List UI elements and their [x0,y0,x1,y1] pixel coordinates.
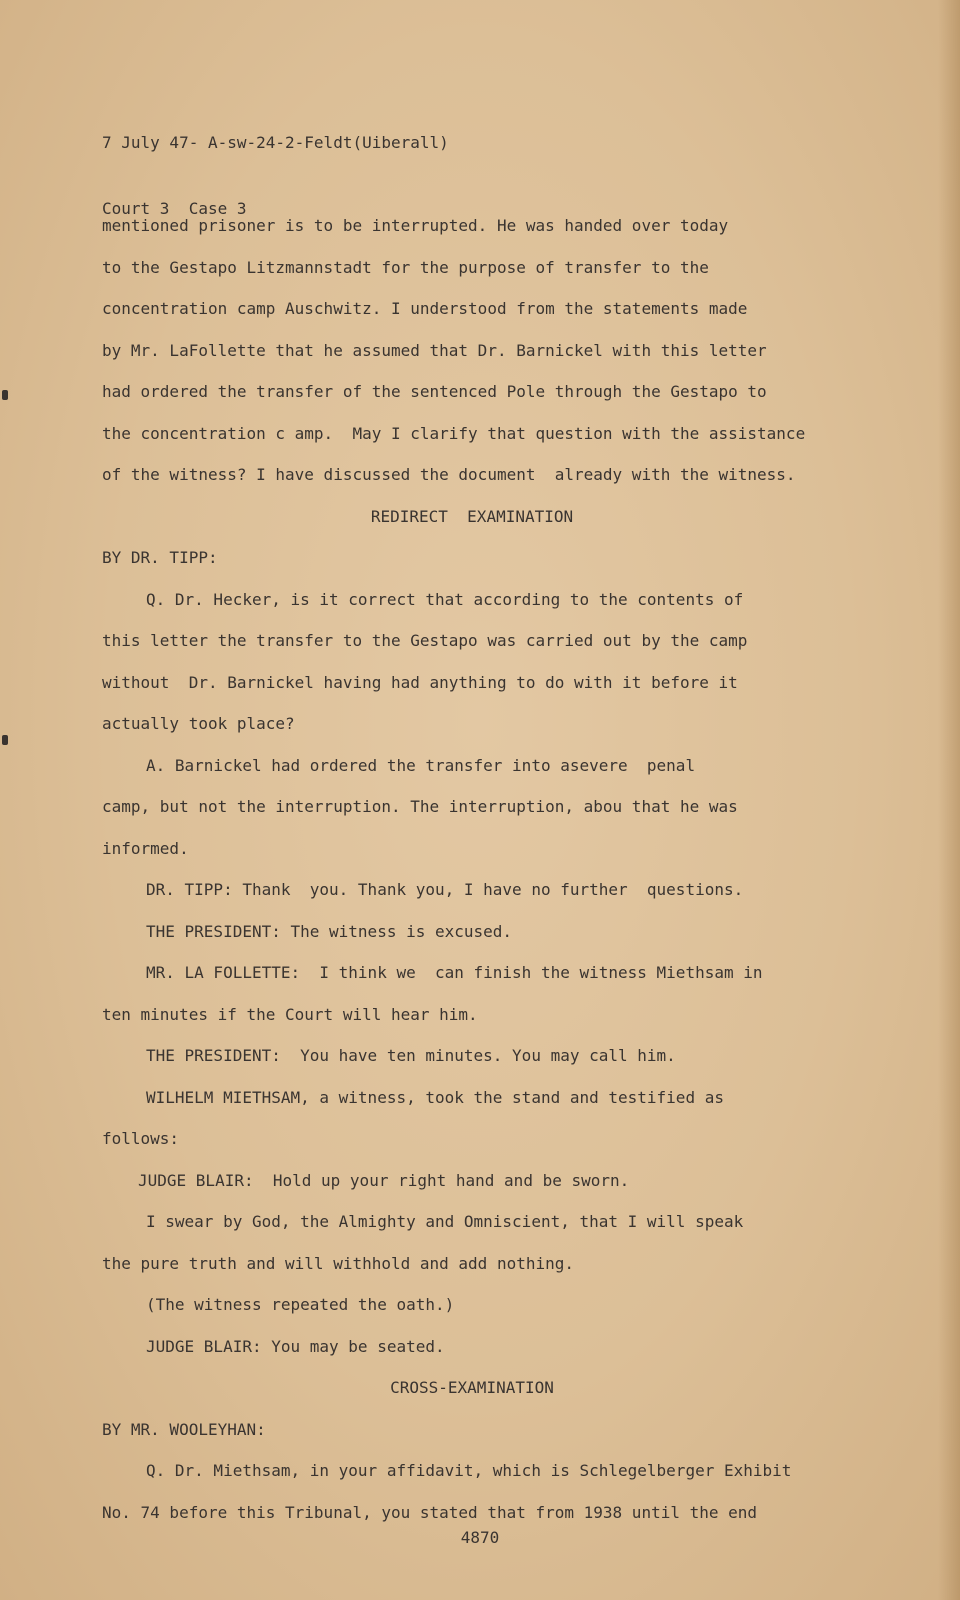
examiner-line: BY DR. TIPP: [102,548,218,567]
text-line: ten minutes if the Court will hear him. [102,1004,478,1024]
text-line: (The witness repeated the oath.) [146,1295,455,1314]
question-line: Q. Dr. Miethsam, in your affidavit, which is Schlegelberger Exhibit [146,1461,792,1480]
text-line: follows: [102,1129,180,1148]
header-court-line: Court 3 Case 3 [102,199,247,218]
text-line: of the witness? I have discussed the document already with the witness. [102,465,796,484]
header-date-line: 7 July 47- A-sw-24-2-Feldt(Uiberall) [102,133,449,152]
speaker-line: JUDGE BLAIR: You may be seated. [146,1336,445,1356]
text-line: camp, but not the interruption. The interruption, abou that he was [102,797,738,816]
question-line: Q. Dr. Hecker, is it correct that according to the contents of [146,589,744,609]
speaker-line: THE PRESIDENT: You have ten minutes. You may call him. [146,1046,676,1065]
oath-line: the pure truth and will withhold and add nothing. [102,1253,575,1273]
speaker-line: THE PRESIDENT: The witness is excused. [146,921,513,941]
answer-line: A. Barnickel had ordered the transfer into asevere penal [146,755,696,775]
text-line: mentioned prisoner is to be interrupted. He was handed over today [102,216,729,235]
text-line: had ordered the transfer of the sentenced Pole through the Gestapo to [102,382,767,401]
oath-line: I swear by God, the Almighty and Omniscient, that I will speak [146,1212,744,1231]
text-line: to the Gestapo Litzmannstadt for the purpose of transfer to the [102,257,709,277]
section-heading-redirect: REDIRECT EXAMINATION [370,506,574,526]
speaker-line: DR. TIPP: Thank you. Thank you, I have no further questions. [146,880,744,899]
speaker-line: MR. LA FOLLETTE: I think we can finish the witness Miethsam in [146,963,763,982]
text-line: actually took place? [102,714,295,733]
text-line: informed. [102,838,189,858]
page-number: 4870 [460,1528,500,1547]
examiner-line: BY MR. WOOLEYHAN: [102,1419,266,1439]
speaker-line: JUDGE BLAIR: Hold up your right hand and be sworn. [138,1170,630,1190]
section-heading-cross: CROSS-EXAMINATION [390,1378,554,1397]
text-line: concentration camp Auschwitz. I understood from the statements made [102,299,748,318]
text-line: the concentration c amp. May I clarify that question with the assistance [102,423,806,443]
page-edge-shadow [938,0,960,1600]
text-line: by Mr. LaFollette that he assumed that Dr. Barnickel with this letter [102,340,767,360]
text-line: WILHELM MIETHSAM, a witness, took the stand and testified as [146,1087,724,1107]
text-line: this letter the transfer to the Gestapo was carried out by the camp [102,631,748,650]
margin-mark [2,390,8,400]
margin-mark [2,735,8,745]
text-line: without Dr. Barnickel having had anything to do with it before it [102,672,738,692]
text-line: No. 74 before this Tribunal, you stated that from 1938 until the end [102,1502,758,1522]
transcript-body [102,205,882,1533]
